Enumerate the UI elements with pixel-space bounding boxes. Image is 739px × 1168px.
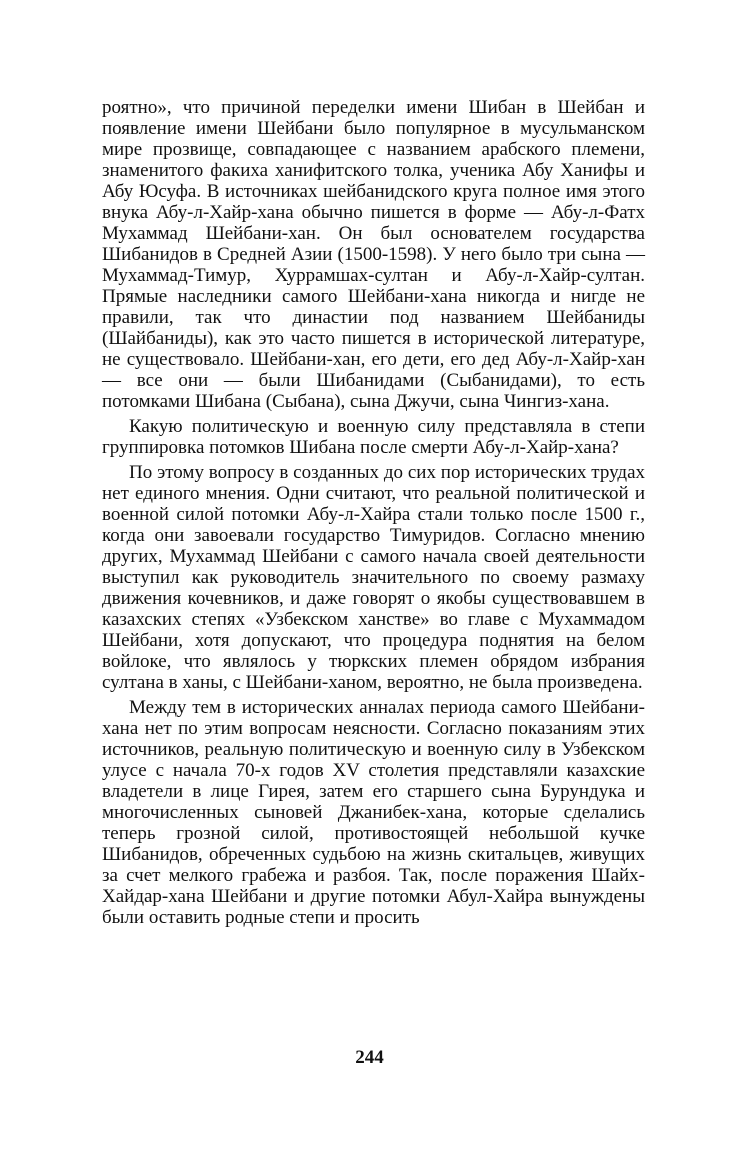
page-number: 244: [355, 1047, 384, 1068]
paragraph-continuation: роятно», что причиной переделки имени Шибан в Шейбан и появление имени Шейбани было популярное в мусульманском мире прозвище, совпадающее с названием арабского племени, знаменитого факиха ханифитского толка, ученика Абу Ханифы и Абу Юсуфа. В источниках шейбанидского круга полное имя этого внука Абу-л-Хайр-хана обычно пишется в форме — Абу-л-Фатх Мухаммад Шейбани-хан. Он был основателем государства Шибанидов в Средней Азии (1500-1598). У него было три сына — Мухаммад-Тимур, Хуррамшах-султан и Абу-л-Хайр-султан. Прямые наследники самого Шейбани-хана никогда и нигде не правили, так что династии под названием Шейбаниды (Шайбаниды), как это часто пишется в исторической литературе, не существовало. Шейбани-хан, его дети, его дед Абу-л-Хайр-хан — все они — были Шибанидами (Сыбанидами), то есть потомками Шибана (Сыбана), сына Джучи, сына Чингиз-хана.: [102, 97, 645, 412]
paragraph-question: Какую политическую и военную силу представляла в степи группировка потомков Шибана после смерти Абу-л-Хайр-хана?: [102, 416, 645, 458]
page-text-block: [102, 97, 645, 928]
paragraph-annals: Между тем в исторических анналах периода самого Шейбани-хана нет по этим вопросам неясности. Согласно показаниям этих источников, реальную политическую и военную силу в Узбекском улусе с начала 70-х годов XV столетия представляли казахские владетели в лице Гирея, затем его старшего сына Бурундука и многочисленных сыновей Джанибек-хана, которые сделались теперь грозной силой, противостоящей небольшой кучке Шибанидов, обреченных судьбою на жизнь скитальцев, живущих за счет мелкого грабежа и разбоя. Так, после поражения Шайх-Хайдар-хана Шейбани и другие потомки Абул-Хайра вынуждены были оставить родные степи и просить: [102, 697, 645, 928]
paragraph-opinions: По этому вопросу в созданных до сих пор исторических трудах нет единого мнения. Одни считают, что реальной политической и военной силой потомки Абу-л-Хайра стали только после 1500 г., когда они завоевали государство Тимуридов. Согласно мнению других, Мухаммад Шейбани с самого начала своей деятельности выступил как руководитель значительного по своему размаху движения кочевников, и даже говорят о якобы существовавшем в казахских степях «Узбекском ханстве» во главе с Мухаммадом Шейбани, хотя допускают, что процедура поднятия на белом войлоке, что являлось у тюркских племен обрядом избрания султана в ханы, с Шейбани-ханом, вероятно, не была произведена.: [102, 462, 645, 693]
